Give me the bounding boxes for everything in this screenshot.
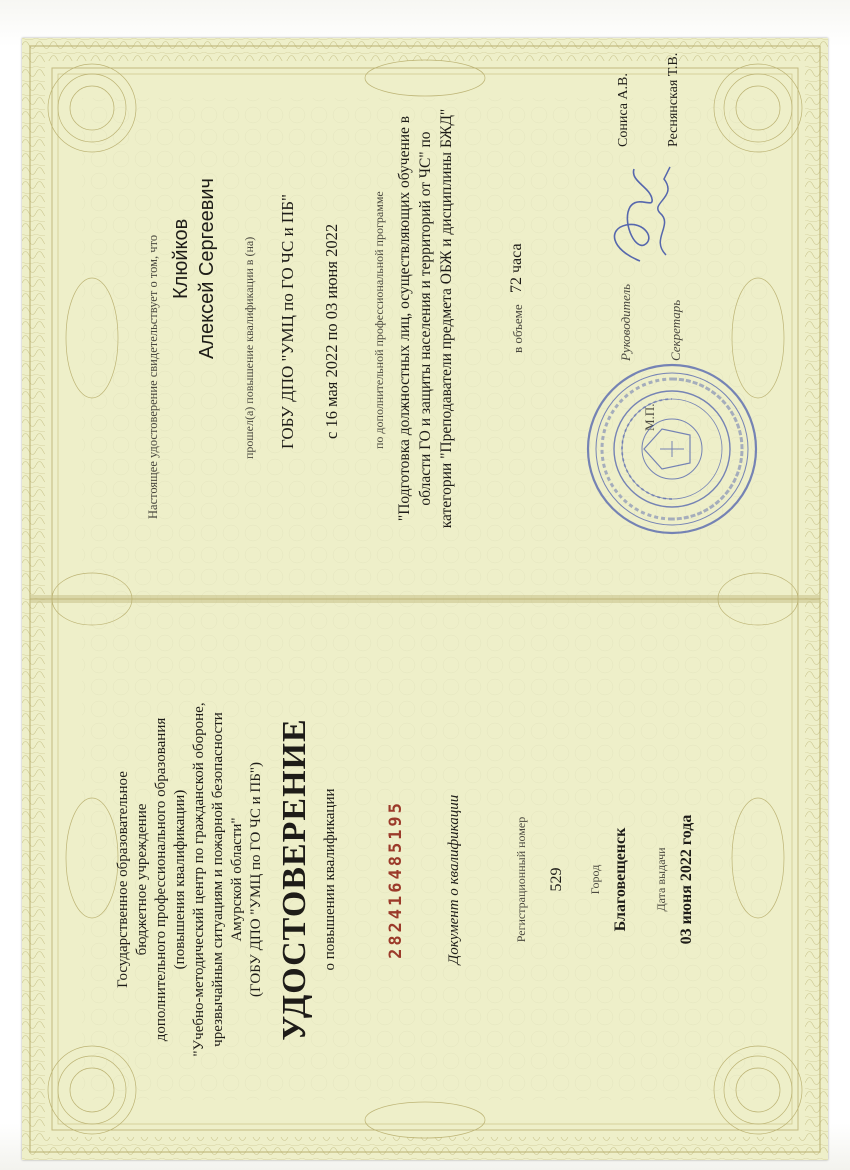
training-period: с 16 мая 2022 по 03 июня 2022 — [322, 223, 341, 439]
institution-line: (ГОБУ ДПО "УМЦ по ГО ЧС и ПБ") — [248, 762, 264, 997]
institution-line: бюджетное учреждение — [134, 803, 150, 956]
holder-given-names: Алексей Сергеевич — [196, 178, 218, 359]
signature-head-icon — [600, 159, 690, 269]
serial-number: 282416485195 — [386, 800, 406, 959]
institution-line: "Учебно-методический центр по гражданской обороне, — [191, 702, 207, 1057]
head-label: Руководитель — [618, 283, 633, 361]
secretary-name: Реснянская Т.В. — [666, 52, 681, 147]
holder-surname: Клюйков — [170, 218, 192, 299]
organization: ГОБУ ДПО "УМЦ по ГО ЧС и ПБ" — [278, 194, 297, 449]
document-subtitle: о повышении квалификации — [322, 788, 338, 971]
right-page — [22, 38, 828, 599]
seal-label: М.П. — [642, 403, 657, 431]
program-line: категории "Преподаватели предмета ОБЖ и дисциплины БЖД" — [438, 108, 455, 529]
institution-line: Государственное образовательное — [115, 771, 131, 988]
program-line: области ГО и защиты населения и территорий от ЧС" по — [417, 131, 434, 506]
volume-hours: 72 часа — [508, 243, 525, 293]
volume-label: в объеме — [510, 304, 525, 353]
institution-line: Амурской области" — [229, 817, 245, 942]
document-title: УДОСТОВЕРЕНИЕ — [276, 718, 313, 1041]
program-line: "Подготовка должностных лиц, осуществляющих обучение в — [396, 115, 413, 522]
institution-line: дополнительного профессионального образования — [153, 717, 169, 1042]
head-name: Сониса А.В. — [616, 73, 631, 147]
issue-date: 03 июня 2022 года — [678, 814, 695, 945]
institution-name — [114, 599, 266, 1160]
certificate-spread — [22, 38, 828, 1160]
intro-text: Настоящее удостоверение свидетельствует о том, что — [146, 234, 160, 519]
issue-date-label: Дата выдачи — [654, 847, 668, 912]
institution-line: (повышения квалификации) — [172, 789, 188, 970]
city-label: Город — [588, 864, 602, 895]
secretary-label: Секретарь — [668, 299, 683, 361]
document-type-label: Документ о квалификации — [446, 794, 462, 965]
passed-label: прошел(а) повышение квалификации в (на) — [242, 236, 256, 459]
certificate-sheet — [22, 38, 828, 1160]
left-page — [22, 599, 828, 1160]
program-label: по дополнительной профессиональной программе — [372, 191, 386, 449]
city-value: Благовещенск — [612, 827, 629, 932]
program-title — [394, 78, 457, 559]
registration-number: 529 — [548, 867, 565, 892]
registration-label: Регистрационный номер — [514, 816, 528, 943]
institution-line: чрезвычайным ситуациям и пожарной безопасности — [210, 712, 226, 1047]
official-seal-icon — [582, 359, 762, 539]
